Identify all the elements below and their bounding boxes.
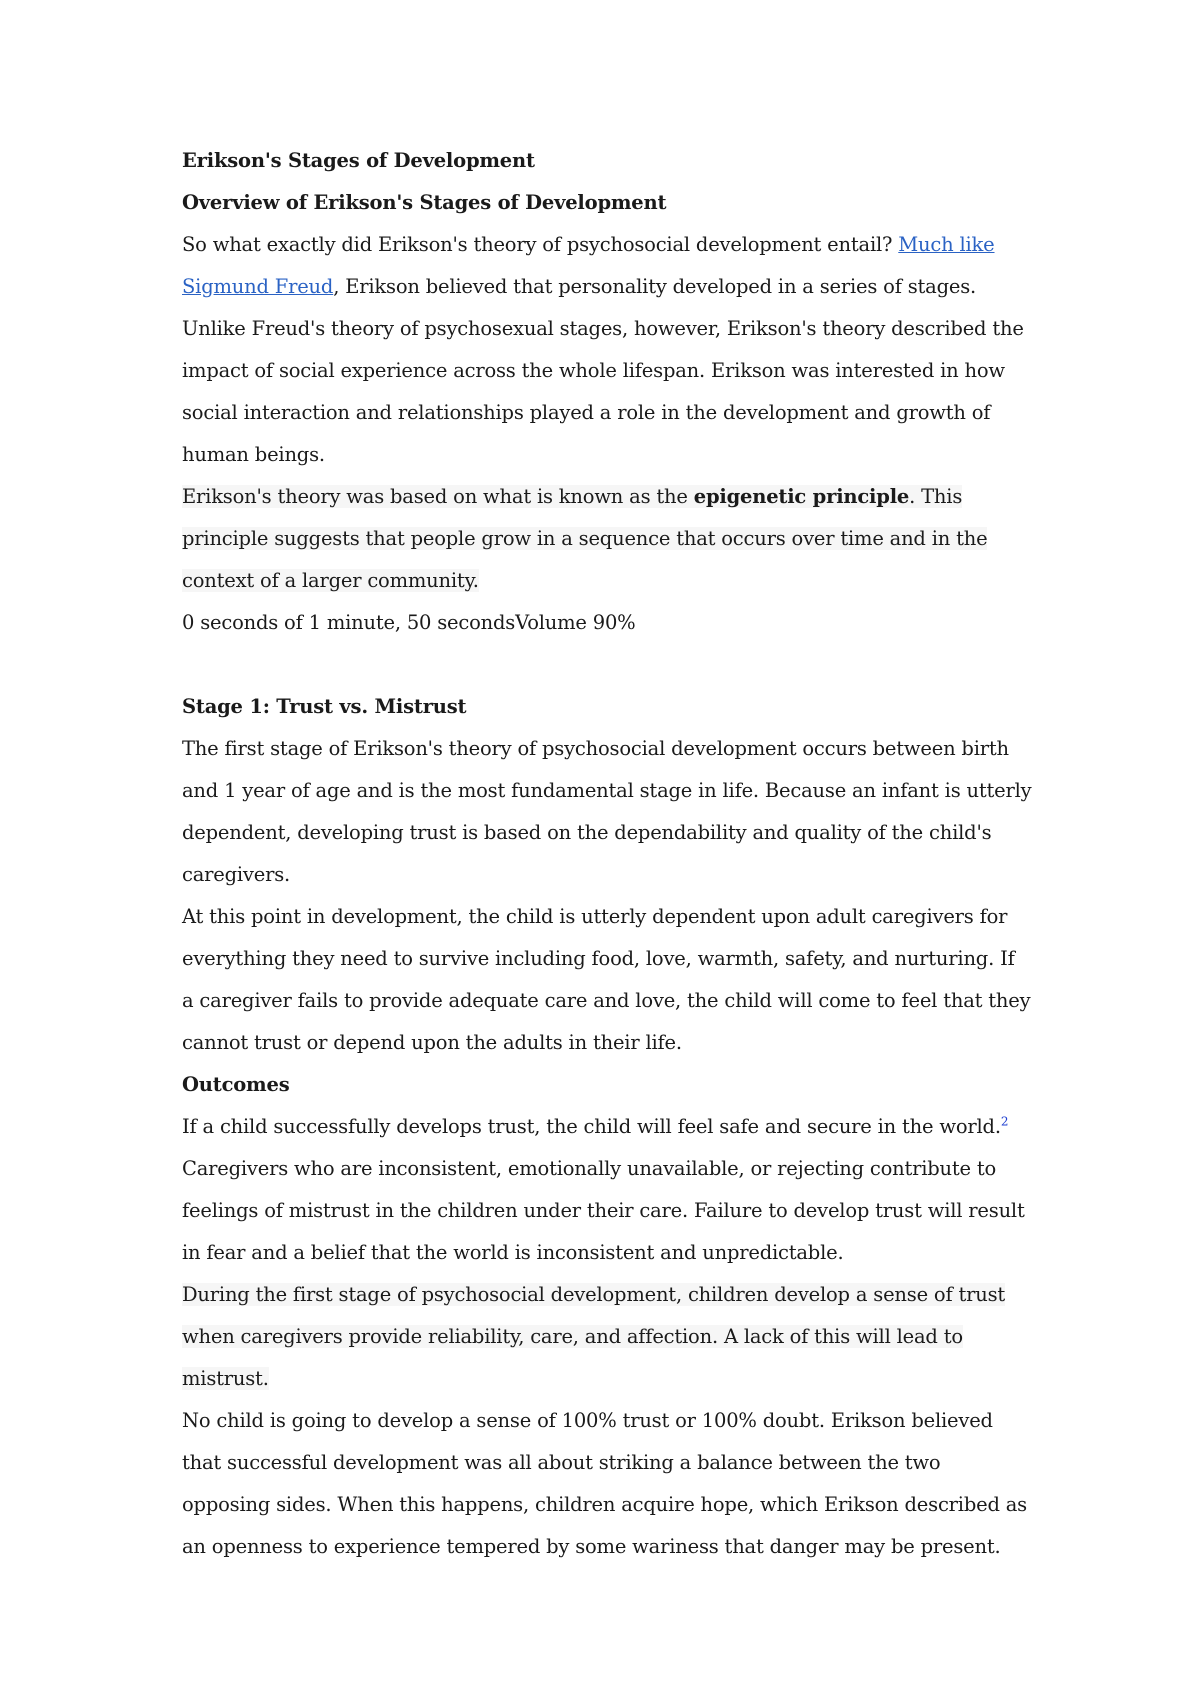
intro-text-after-link: , Erikson believed that personality developed in a series of stages. Unlike Freud's theory of psychosexual stages, however, Erikson's theory described the impact of social experience across the whole lifespan. Erikson was interested in how social interaction and relationships played a role in the development and growth of human beings. [182, 275, 1024, 466]
sigmund-freud-link[interactable]: Much like Sigmund Freud [182, 233, 995, 298]
intro-p2-after-bold: . This principle suggests that people grow in a sequence that occurs over time and in the context of a larger community. [182, 485, 988, 592]
document-title: Erikson's Stages of Development [182, 149, 535, 172]
outcomes-paragraph-3 [182, 1274, 1032, 1400]
stage1-heading: Stage 1: Trust vs. Mistrust [182, 695, 467, 718]
video-caption: 0 seconds of 1 minute, 50 secondsVolume 90% [182, 611, 636, 634]
document-page [182, 140, 1032, 1568]
stage1-paragraph-1: The first stage of Erikson's theory of psychosocial development occurs between birth and 1 year of age and is the most fundamental stage in life. Because an infant is utterly dependent, developing trust is based on the dependability and quality of the child's caregivers. [182, 737, 1032, 886]
epigenetic-principle-term: epigenetic principle [693, 485, 910, 508]
intro-p2-before-bold: Erikson's theory was based on what is known as the [182, 485, 694, 508]
spacer [182, 644, 1032, 686]
outcomes-heading: Outcomes [182, 1073, 290, 1096]
outcomes-paragraph-2: Caregivers who are inconsistent, emotionally unavailable, or rejecting contribute to feelings of mistrust in the children under their care. Failure to develop trust will result in fear and a belief that the world is inconsistent and unpredictable. [182, 1157, 1025, 1264]
outcomes-p3-text: During the first stage of psychosocial development, children develop a sense of trust when caregivers provide reliability, care, and affection. A lack of this will lead to mistrust. [182, 1283, 1006, 1390]
intro-text-before-link: So what exactly did Erikson's theory of psychosocial development entail? [182, 233, 899, 256]
overview-heading: Overview of Erikson's Stages of Development [182, 191, 667, 214]
stage1-paragraph-2: At this point in development, the child is utterly dependent upon adult caregivers for everything they need to survive including food, love, warmth, safety, and nurturing. If a caregiver fails to provide adequate care and love, the child will come to feel that they cannot trust or depend upon the adults in their life. [182, 905, 1031, 1054]
footnote-2-marker[interactable]: 2 [1000, 1114, 1009, 1129]
intro-paragraph-1 [182, 224, 1032, 476]
outcomes-paragraph-4: No child is going to develop a sense of 100% trust or 100% doubt. Erikson believed that successful development was all about striking a balance between the two opposing sides. When this happens, children acquire hope, which Erikson described as an openness to experience tempered by some wariness that danger may be present. [182, 1409, 1027, 1558]
outcomes-paragraph-1 [182, 1106, 1032, 1148]
outcomes-p1-text: If a child successfully develops trust, the child will feel safe and secure in the world. [182, 1115, 1001, 1138]
intro-paragraph-2 [182, 476, 1032, 602]
